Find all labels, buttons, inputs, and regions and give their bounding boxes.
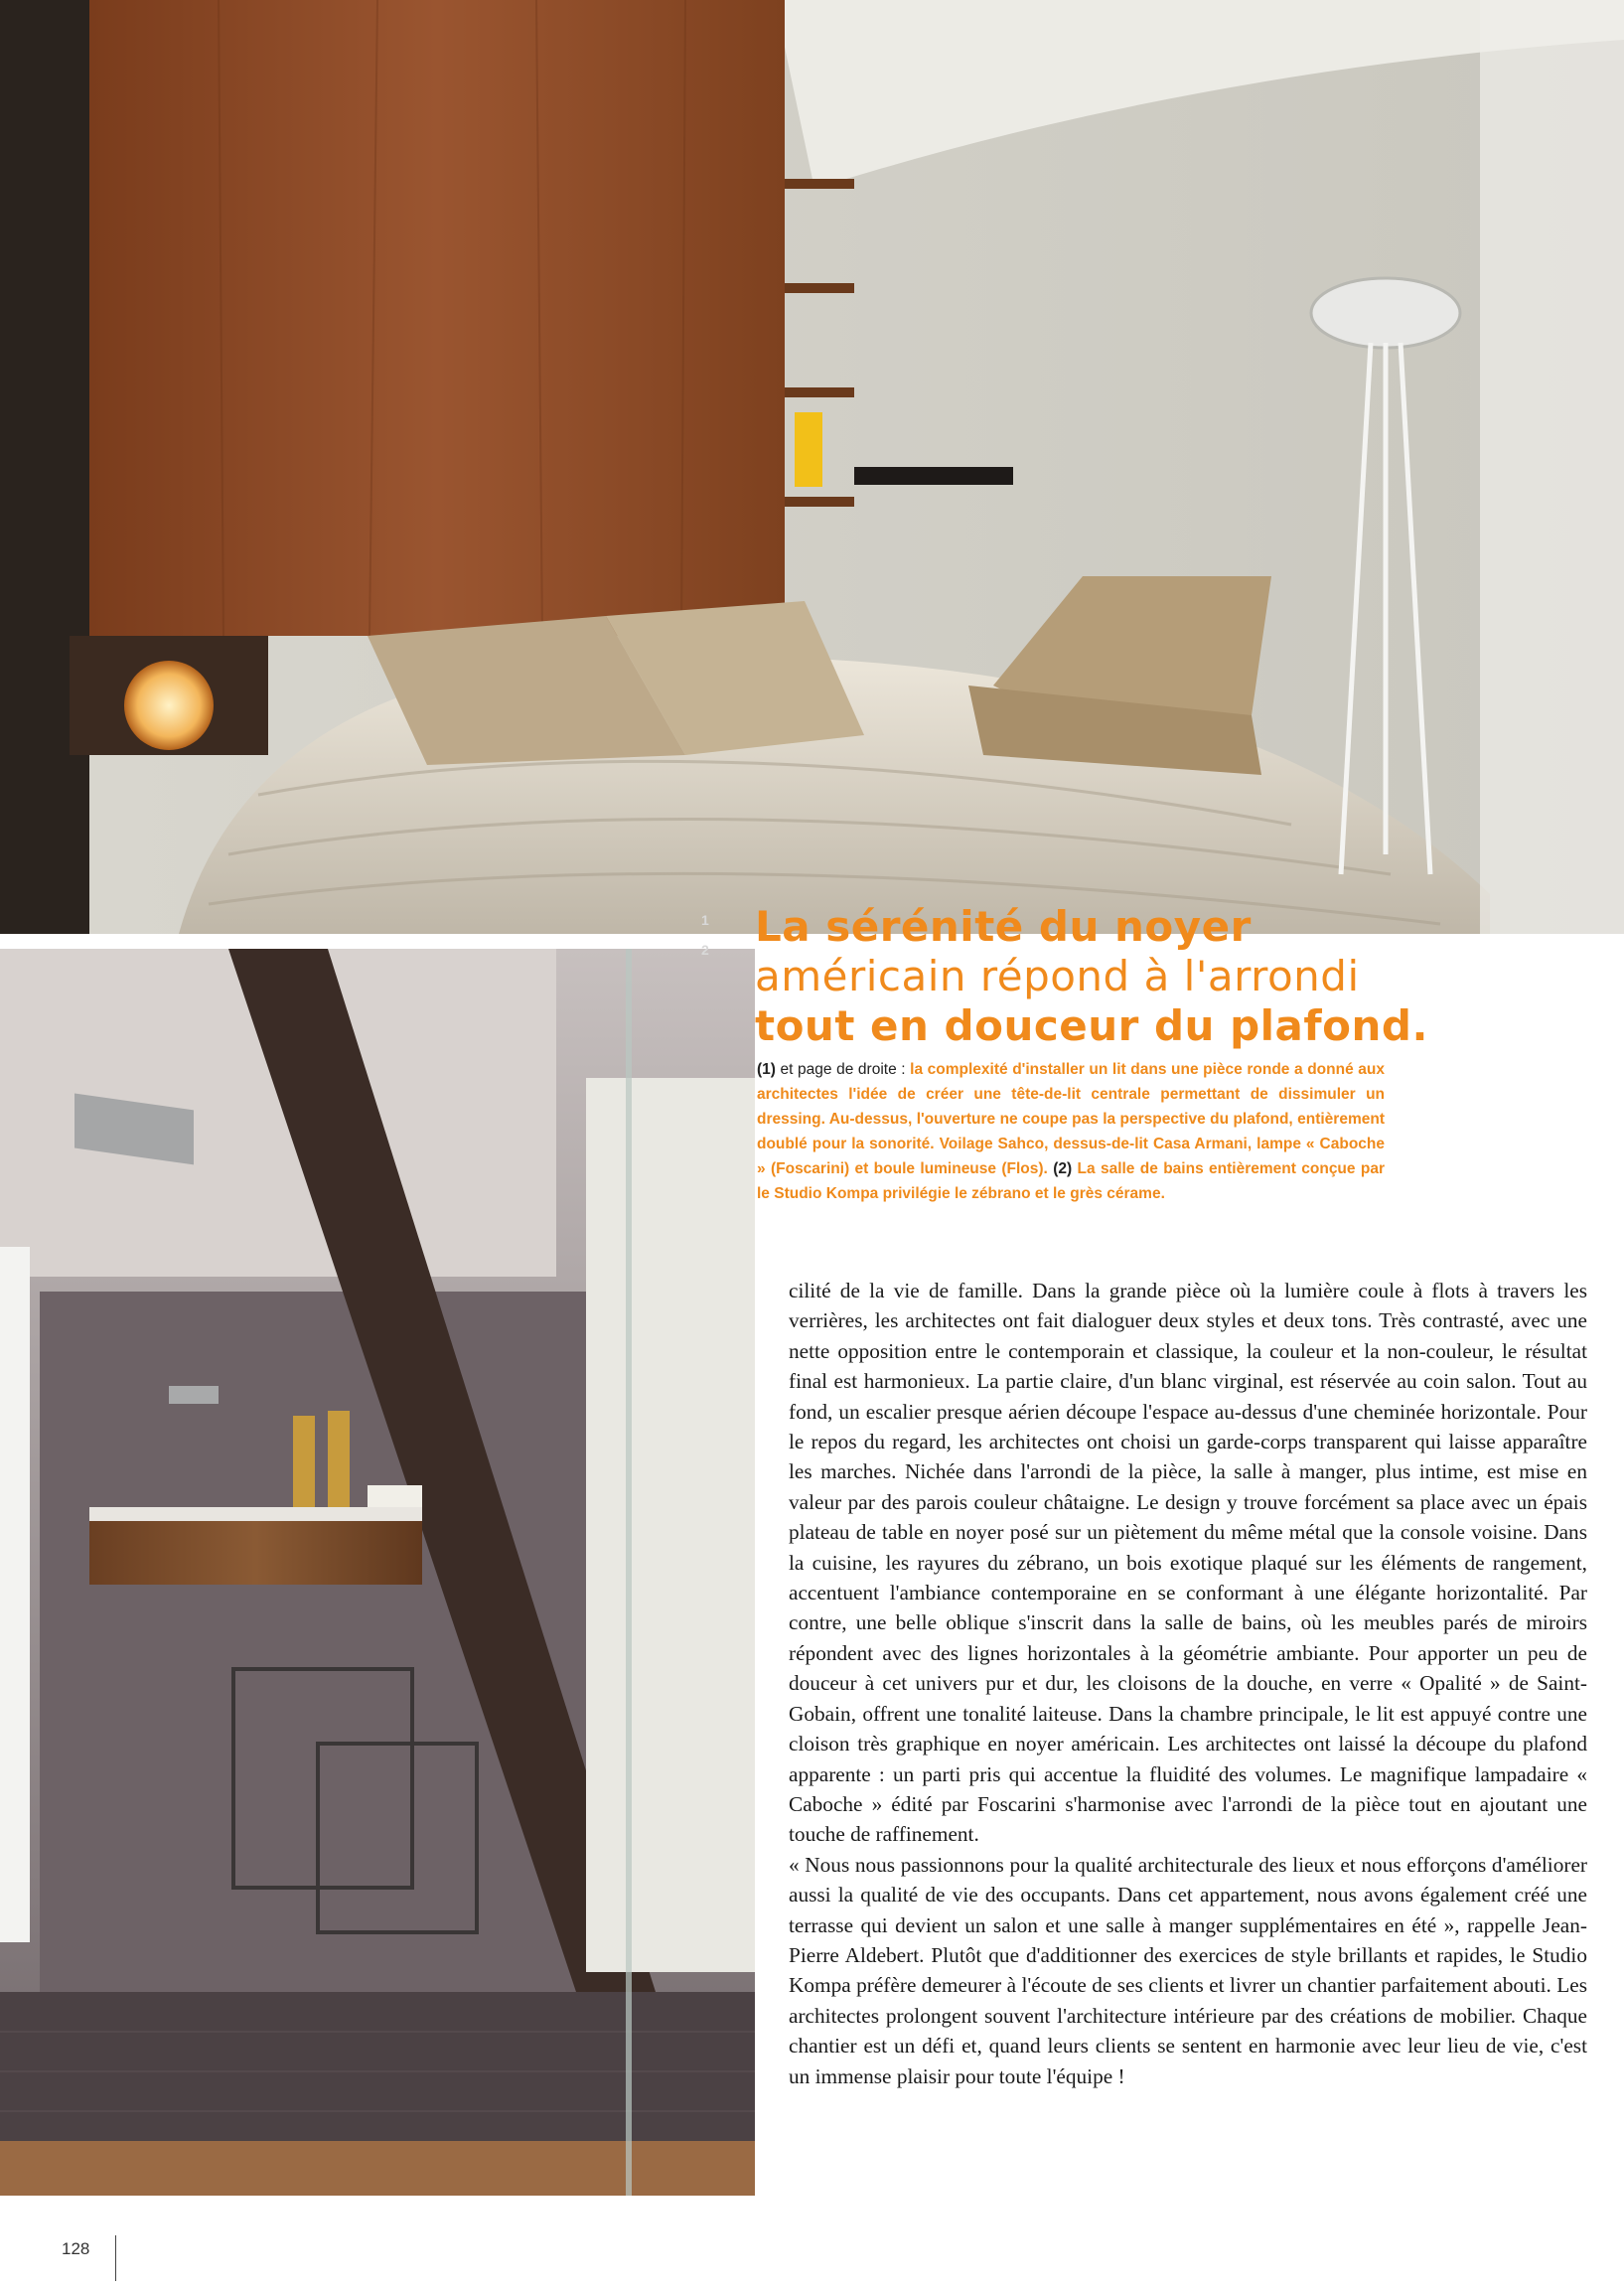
photo-number-1: 1	[701, 912, 709, 928]
headline-line-1: La sérénité du noyer	[755, 902, 1252, 951]
article-headline	[755, 902, 1609, 1051]
headline-line-2: américain répond à l'arrondi	[755, 952, 1360, 1000]
caption-text-1: la complexité d'installer un lit dans une pièce ronde a donné aux architectes l'idée de créer une tête-de-lit centrale permettant de dissimuler un dressing. Au-dessus, l'ouverture ne coupe pas la perspective du plafond, entièrement doublé pour la sonorité. Voilage Sahco, dessus-de-lit Casa Armani, lampe « Caboche » (Foscarini) et boule lumineuse (Flos).	[757, 1061, 1385, 1177]
bathroom-photo	[0, 949, 755, 2196]
caption-text-2: La salle de bains entièrement conçue par le Studio Kompa privilégie le zébrano et le grès cérame.	[757, 1160, 1385, 1202]
photo-number-2: 2	[701, 942, 709, 958]
folio-rule	[115, 2235, 116, 2281]
page-number: 128	[62, 2239, 90, 2258]
body-paragraph-1: cilité de la vie de famille. Dans la grande pièce où la lumière coule à flots à travers les verrières, les architectes ont fait dialoguer deux styles et deux tons. Très contrasté, avec une nette opposition entre le contemporain et classique, la couleur et la non-couleur, le résultat final est harmonieux. La partie claire, d'un blanc virginal, est réservée au coin salon. Tout au fond, un escalier presque aérien découpe l'espace au-dessus d'une cheminée horizontale. Pour le repos du regard, les architectes ont choisi un garde-corps transparent qui laisse apparaître les marches. Nichée dans l'arrondi de la pièce, la salle à manger, plus intime, est mise en valeur par des parois couleur châtaigne. Le design y trouve forcément sa place avec un épais plateau de table en noyer posé sur un piètement du même métal que la console voisine. Dans la cuisine, les rayures du zébrano, un bois exotique plaqué sur les éléments de rangement, accentuent l'ambiance contemporaine en se conformant à une élégante horizontalité. Par contre, une belle oblique s'inscrit dans la salle de bains, où les meubles parés de miroirs répondent avec des lignes horizontales à la géométrie ambiante. Pour apporter un peu de douceur à cet univers pur et dur, les cloisons de la douche, en verre « Opalité » de Saint-Gobain, offrent une tonalité laiteuse. Dans la chambre principale, le lit est appuyé contre une cloison très graphique en noyer américain. Les architectes ont laissé la découpe du plafond apparente : un parti pris qui accentue la fluidité des volumes. Le magnifique lampadaire « Caboche » édité par Foscarini s'harmonise avec l'arrondi de la pièce tout en ajoutant une touche de raffinement.	[789, 1279, 1587, 1847]
body-paragraph-2: « Nous nous passionnons pour la qualité architecturale des lieux et nous efforçons d'améliorer aussi la qualité de vie des occupants. Dans cet appartement, nous avons également créé une terrasse qui devient un salon et une salle à manger supplémentaires en été », rappelle Jean-Pierre Aldebert. Plutôt que d'additionner des exercices de style brillants et rapides, le Studio Kompa préfère demeurer à l'écoute de ses clients et livrer un chantier parfaitement abouti. Les architectes prolongent souvent l'architecture intérieure par des créations de mobilier. Chaque chantier est un défi et, quand leurs clients se sentent en harmonie avec leur lieu de vie, c'est un immense plaisir pour toute l'équipe !	[789, 1852, 1587, 2088]
bedroom-photo	[0, 0, 1624, 934]
caption-ref-2: (2)	[1053, 1160, 1073, 1177]
caption-lead: et page de droite :	[775, 1061, 906, 1078]
article-body	[789, 1276, 1587, 2091]
photo-caption	[757, 1057, 1385, 1206]
headline-line-3: tout en douceur du plafond.	[755, 1001, 1428, 1050]
caption-ref-1: (1)	[757, 1061, 776, 1078]
